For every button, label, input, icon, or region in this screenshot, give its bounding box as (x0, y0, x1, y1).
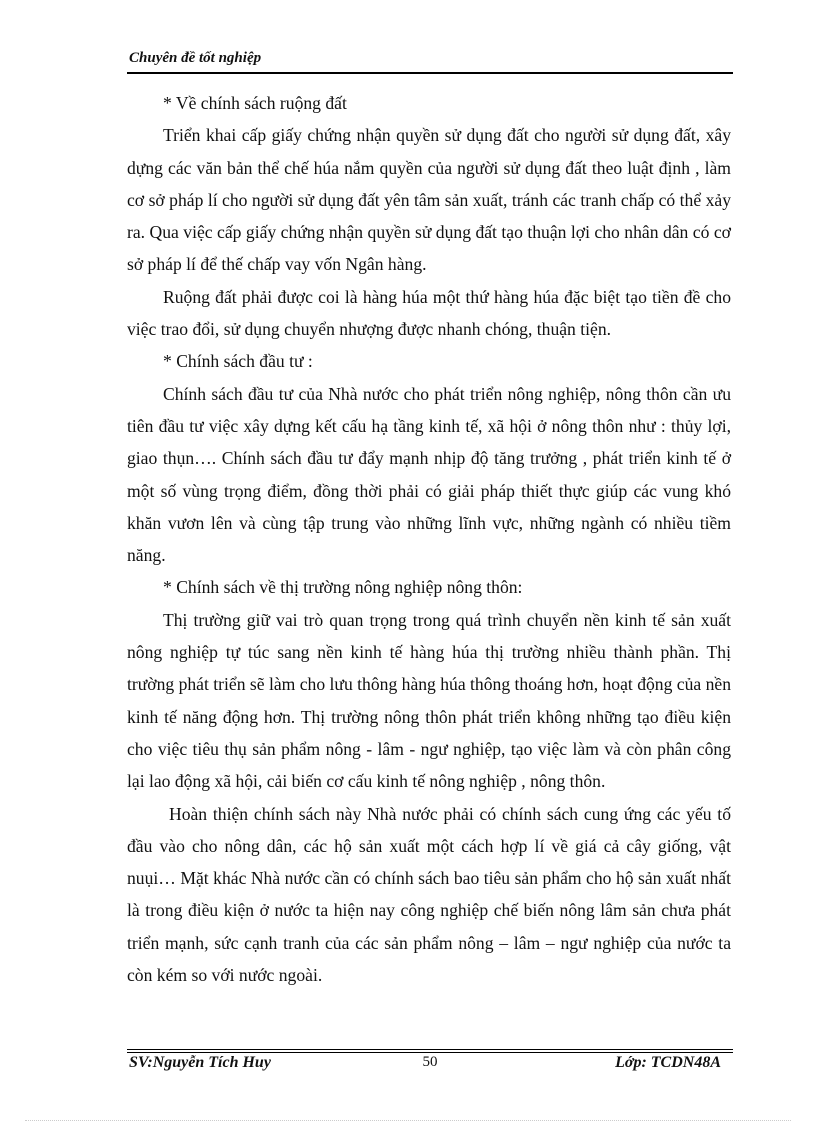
paragraph: Hoàn thiện chính sách này Nhà nước phải có chính sách cung ứng các yếu tố đầu vào cho nông dân, các hộ sản xuất một cách hợp lí về giá cả cây giống, vật nuụi… Mặt khác Nhà nước cần có chính sách bao tiêu sản phẩm cho hộ sản xuất nhất là trong điều kiện ở nước ta hiện nay công nghiệp chế biến nông lâm sản chưa phát triển mạnh, sức cạnh tranh của các sản phẩm nông – lâm – ngư nghiệp của nước ta còn kém so với nước ngoài. (127, 803, 731, 986)
page-edge-divider (25, 1120, 791, 1121)
page-footer (127, 1054, 733, 1078)
section-heading-land-policy: * Về chính sách ruộng đất (163, 93, 347, 113)
footer-divider-secondary (127, 1052, 733, 1053)
page-number: 50 (422, 1054, 438, 1070)
footer-divider (127, 1049, 733, 1050)
section-heading-market-policy: * Chính sách về thị trường nông nghiệp nông thôn: (163, 577, 523, 598)
paragraph: Ruộng đất phải được coi là hàng húa một thứ hàng húa đặc biệt tạo tiền đề cho việc trao đổi, sử dụng chuyển nhượng được nhanh chóng, thuận tiện. (127, 286, 731, 340)
footer-author: SV:Nguyễn Tích Huy (129, 1054, 271, 1071)
section-heading-investment-policy: * Chính sách đầu tư : (163, 351, 313, 372)
document-body (127, 87, 731, 991)
paragraph: Chính sách đầu tư của Nhà nước cho phát triển nông nghiệp, nông thôn cần ưu tiên đầu tư việc xây dựng kết cấu hạ tầng kinh tế, xã hội ở nông thôn như : thủy lợi, giao thụn…. Chính sách đầu tư đẩy mạnh nhịp độ tăng trưởng , phát triển kinh tế ở một số vùng trọng điểm, đồng thời phải có giải pháp thiết thực giúp các vung khó khăn vươn lên và cùng tập trung vào những lĩnh vực, những ngành có nhiều tiềm năng. (127, 383, 731, 566)
header-title: Chuyên đề tốt nghiệp (129, 50, 262, 66)
paragraph: Triển khai cấp giấy chứng nhận quyền sử dụng đất cho người sử dụng đất, xây dựng các văn bản thể chế húa nắm quyền của người sử dụng đất theo luật định , làm cơ sở pháp lí cho người sử dụng đất yên tâm sản xuất, tránh các tranh chấp có thể xảy ra. Qua việc cấp giấy chứng nhận quyền sử dụng đất tạo thuận lợi cho nhân dân có cơ sở pháp lí để thế chấp vay vốn Ngân hàng. (127, 125, 731, 275)
paragraph: Thị trường giữ vai trò quan trọng trong quá trình chuyển nền kinh tế sản xuất nông nghiệp tự túc sang nền kinh tế hàng húa thị trường nhiều thành phần. Thị trường phát triển sẽ làm cho lưu thông hàng húa thông thoáng hơn, hoạt động của nền kinh tế năng động hơn. Thị trường nông thôn phát triển không những tạo điều kiện cho việc tiêu thụ sản phẩm nông - lâm - ngư nghiệp, tạo việc làm và còn phân công lại lao động xã hội, cải biến cơ cấu kinh tế nông nghiệp , nông thôn. (127, 609, 731, 792)
page-header (127, 48, 733, 74)
footer-class-label: Lớp: TCDN48A (615, 1054, 721, 1071)
